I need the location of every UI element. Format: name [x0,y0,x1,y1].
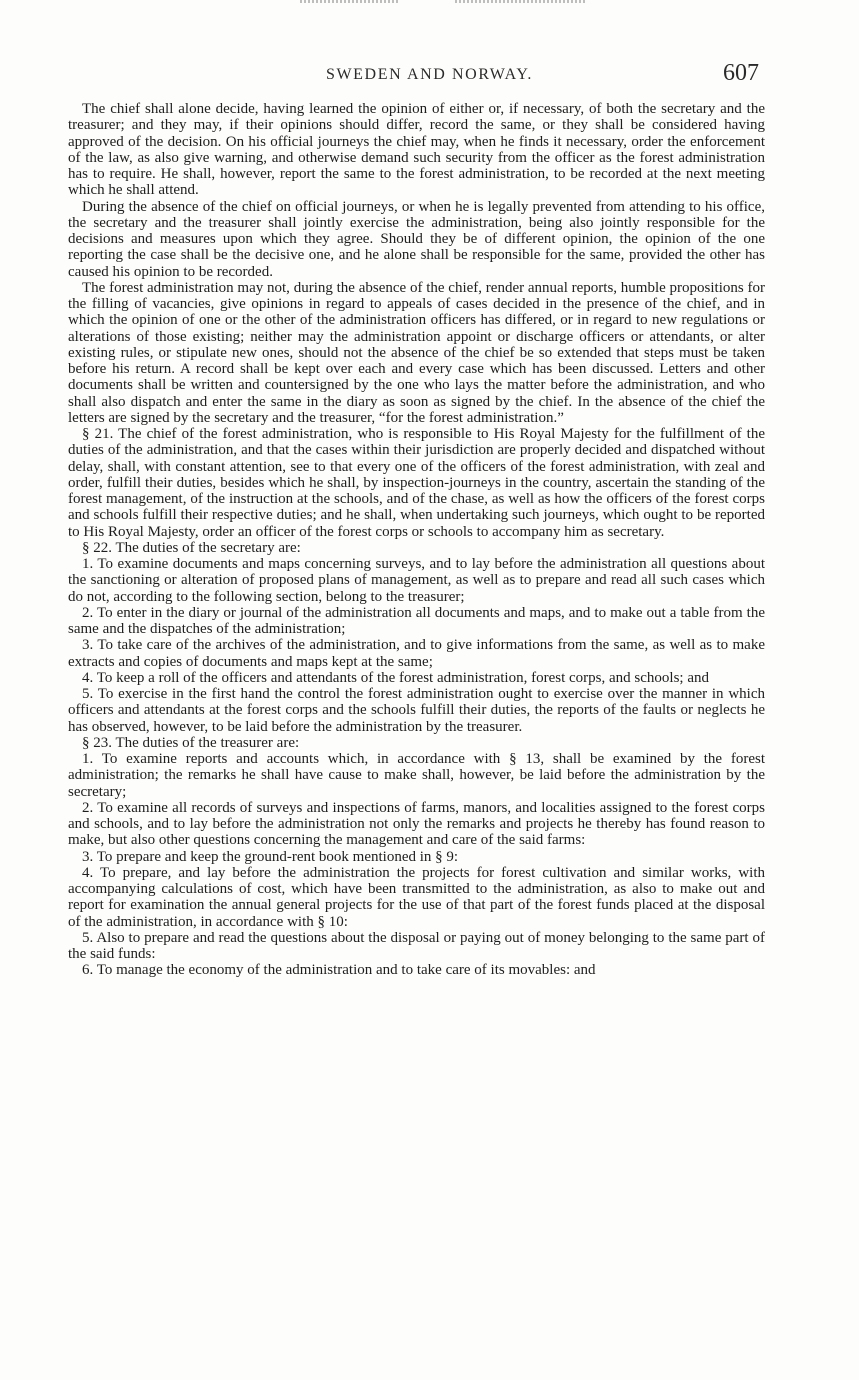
treasurer-duty-6: 6. To manage the economy of the administration and to take care of its movables: and [82,962,596,979]
paragraph-restrictions: The forest administration may not, during the absence of the chief, render annual reports, humble propositions for the filling of vacancies, give opinions in regard to appeals of cases decided in the presence of the chief, and in which the opinion of one or the other of the administration officers has differed, or in regard to new regulations or alterations of those existing; neither may the administration appoint or discharge officers or attendants, or alter existing rules, or stipulate new ones, should not the absence of the chief be so extended that steps must be taken before his return. A record shall be kept over each and every case which has been discussed. Letters and other documents shall be written and countersigned by the one who lays the matter before the administration, and who shall also dispatch and enter the same in the diary as soon as signed by the chief. In the absence of the chief the letters are signed by the secretary and the treasurer, “for the forest administration.” [68,279,765,426]
paragraph-absence-of-chief: During the absence of the chief on official journeys, or when he is legally prevented from attending to his office, the secretary and the treasurer shall jointly exercise the administration, being also jointly responsible for the decisions and measures upon which they agree. Should they be of different opinion, the opinion of the one reporting the case shall be the decisive one, and he alone shall be responsible for the same, provided the other has caused his opinion to be recorded. [68,198,765,280]
secretary-duty-2: 2. To enter in the diary or journal of the administration all documents and maps, and to make out a table from the same and the dispatches of the administration; [68,604,765,637]
secretary-duty-3: 3. To take care of the archives of the administration, and to give informations from the same, as well as to make extracts and copies of documents and maps kept at the same; [68,637,765,670]
paragraph-chief-decides: The chief shall alone decide, having learned the opinion of either or, if necessary, of both the secretary and the treasurer; and they may, if their opinions should differ, record the same, or they shall be considered having approved of the decision. On his official journeys the chief may, when he finds it necessary, order the enforcement of the law, as also give warning, and otherwise demand such security from the officer as the forest administration has to require. He shall, however, report the same to the forest administration, to be recorded at the next meeting which he shall attend. [68,101,765,199]
body-text [68,101,765,979]
scan-edge-mark [455,0,585,3]
treasurer-duty-4: 4. To prepare, and lay before the administration the projects for forest cultivation and similar works, with accompanying calculations of cost, which have been transmitted to the administration, as also to make out and report for examination the annual general projects for the use of that part of the forest funds placed at the disposal of the administration, in accordance with § 10: [68,864,765,930]
section-21: § 21. The chief of the forest administration, who is responsible to His Royal Majesty for the fulfillment of the duties of the administration, and that the cases within their jurisdiction are properly decided and dispatched without delay, shall, with constant attention, see to that every one of the officers of the forest administration, with zeal and order, fulfill their duties, besides which he shall, by inspection-journeys in the country, ascertain the standing of the forest management, of the instruction at the schools, and of the chase, as well as how the officers of the forest corps and schools fulfill their respective duties; and he shall, when undertaking such journeys, which ought to be reported to His Royal Majesty, order an officer of the forest corps or schools to accompany him as secretary. [68,426,765,540]
treasurer-duty-5: 5. Also to prepare and read the questions about the disposal or paying out of money belonging to the same part of the said funds: [68,929,765,962]
running-head [0,60,859,92]
page-number: 607 [723,60,759,86]
scan-edge-mark [300,0,400,3]
treasurer-duty-2: 2. To examine all records of surveys and inspections of farms, manors, and localities assigned to the forest corps and schools, and to lay before the administration not only the remarks and projects he thereby has found reason to make, but also other questions concerning the management and care of the said farms: [68,799,765,849]
secretary-duty-4: 4. To keep a roll of the officers and attendants of the forest administration, forest corps, and schools; and [82,669,709,686]
treasurer-duty-1: 1. To examine reports and accounts which, in accordance with § 13, shall be examined by the forest administration; the remarks he shall have cause to make shall, however, be laid before the administration by the secretary; [68,751,765,800]
secretary-duty-1: 1. To examine documents and maps concerning surveys, and to lay before the administration all questions about the sanctioning or alteration of proposed plans of management, as well as to prepare and read all such cases which do not, according to the following section, belong to the treasurer; [68,556,765,605]
treasurer-duty-3: 3. To prepare and keep the ground-rent book mentioned in § 9: [82,848,459,865]
running-title: SWEDEN AND NORWAY. [325,66,534,83]
section-22-heading: § 22. The duties of the secretary are: [82,539,301,556]
section-23-heading: § 23. The duties of the treasurer are: [82,734,300,751]
secretary-duty-5: 5. To exercise in the first hand the control the forest administration ought to exercise over the manner in which officers and attendants at the forest corps and the schools fulfill their duties, the reports of the faults or neglects he has observed, however, to be laid before the administration by the treasurer. [68,686,765,735]
